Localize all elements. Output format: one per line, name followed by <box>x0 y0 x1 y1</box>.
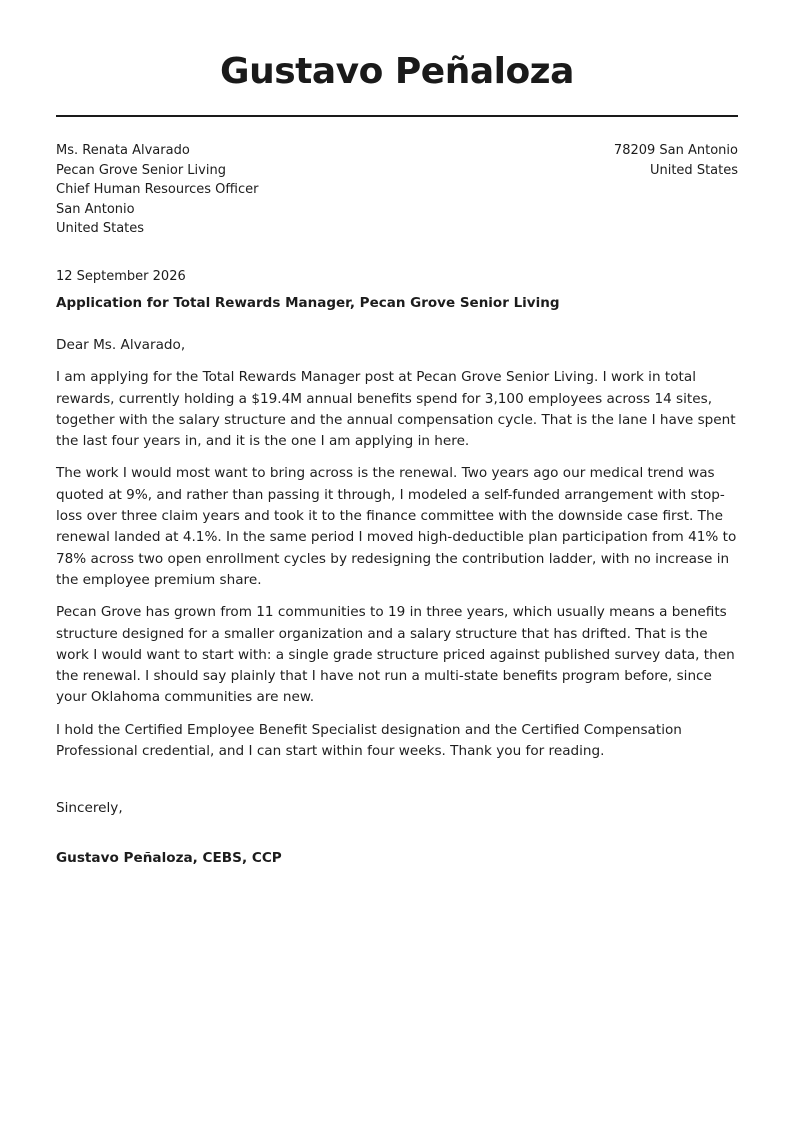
sender-address <box>614 141 738 180</box>
body-paragraph: I hold the Certified Employee Benefit Specialist designation and the Certified Compensation Professional credential, and I can start within four weeks. Thank you for reading. <box>56 721 682 760</box>
recipient-address <box>56 141 258 239</box>
body-paragraph: Pecan Grove has grown from 11 communities to 19 in three years, which usually means a benefits structure designed for a smaller organization and a salary structure that has drifted. That is the work I would want to start with: a single grade structure priced against published survey data, then the renewal. I should say plainly that I have not run a multi-state benefits program before, since your Oklahoma communities are new. <box>56 604 735 706</box>
signature: Gustavo Peñaloza, CEBS, CCP <box>56 850 282 866</box>
applicant-name: Gustavo Peñaloza <box>220 51 574 92</box>
salutation: Dear Ms. Alvarado, <box>56 337 186 353</box>
recipient-title: Chief Human Resources Officer <box>56 182 259 197</box>
letter-body <box>56 335 742 773</box>
letter-subject: Application for Total Rewards Manager, Pecan Grove Senior Living <box>56 295 560 311</box>
recipient-company: Pecan Grove Senior Living <box>56 162 226 178</box>
sender-country: United States <box>649 162 738 178</box>
closing: Sincerely, <box>56 800 123 816</box>
letter-date: 12 September 2026 <box>56 269 186 284</box>
body-paragraph: The work I would most want to bring across is the renewal. Two years ago our medical trend was quoted at 9%, and rather than passing it through, I modeled a self-funded arrangement with stop-loss over three claim years and took it to the finance committee with the downside case first. The renewal landed at 4.1%. In the same period I moved high-deductible plan participation from 41% to 78% across two open enrollment cycles by redesigning the contribution ladder, with no increase in the employee premium share. <box>56 465 737 588</box>
recipient-country: United States <box>56 221 145 236</box>
sender-city: 78209 San Antonio <box>613 143 738 158</box>
header-divider <box>56 115 738 117</box>
recipient-city: San Antonio <box>56 201 135 217</box>
body-paragraph: I am applying for the Total Rewards Manager post at Pecan Grove Senior Living. I work in total rewards, currently holding a $19.4M annual benefits spend for 3,100 employees across 14 sites, together with the salary structure and the annual compensation cycle. That is the lane I have spent the last four years in, and it is the one I am applying in here. <box>56 369 736 450</box>
recipient-name: Ms. Renata Alvarado <box>56 143 190 158</box>
